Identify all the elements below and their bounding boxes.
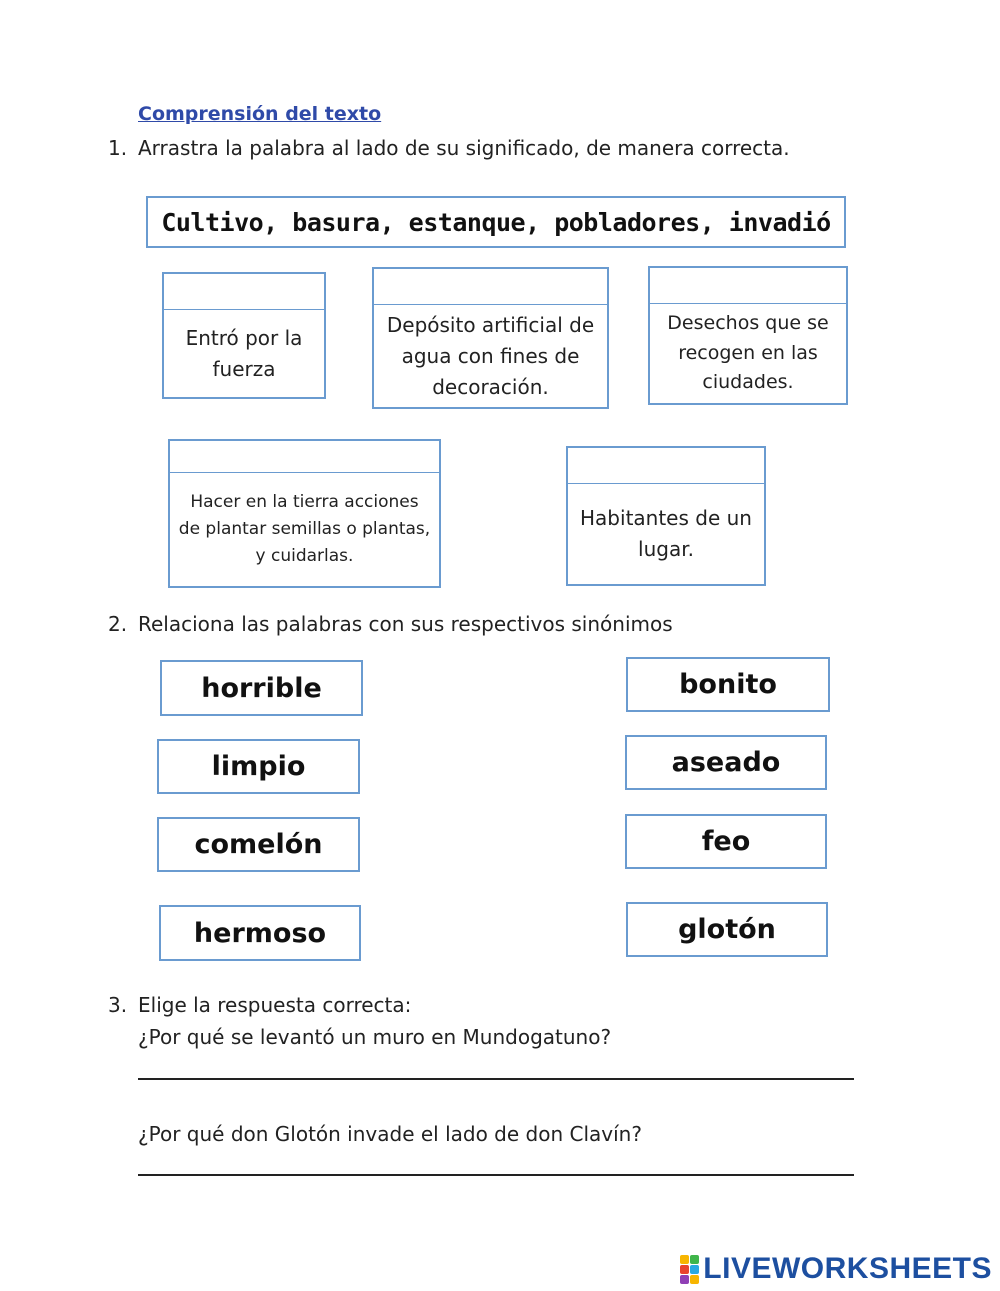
drop-slot[interactable] bbox=[170, 441, 439, 473]
drop-slot[interactable] bbox=[650, 268, 846, 304]
answer-line-1[interactable] bbox=[138, 1078, 854, 1080]
definition-text: Hacer en la tierra acciones de plantar semillas o plantas, y cuidarlas. bbox=[178, 491, 431, 567]
question-2-number: 2. bbox=[108, 612, 128, 636]
question-3-text: Elige la respuesta correcta: bbox=[138, 993, 412, 1017]
logo-mark-square bbox=[690, 1265, 699, 1274]
logo-mark-square bbox=[680, 1255, 689, 1264]
logo-mark-icon bbox=[680, 1255, 699, 1284]
definition-text: Habitantes de un lugar. bbox=[580, 506, 752, 561]
question-1-number: 1. bbox=[108, 136, 128, 160]
question-2-text: Relaciona las palabras con sus respectivos sinónimos bbox=[138, 612, 673, 636]
left-word-hermoso[interactable]: hermoso bbox=[159, 905, 361, 961]
answer-line-2[interactable] bbox=[138, 1174, 854, 1176]
drop-slot[interactable] bbox=[374, 269, 607, 305]
right-word-bonito[interactable]: bonito bbox=[626, 657, 830, 712]
drop-slot[interactable] bbox=[164, 274, 324, 310]
definition-box-5 bbox=[566, 446, 766, 586]
right-word-gloton[interactable]: glotón bbox=[626, 902, 828, 957]
question-3-sub-1: ¿Por qué se levantó un muro en Mundogatuno? bbox=[138, 1025, 612, 1049]
question-1-text: Arrastra la palabra al lado de su significado, de manera correcta. bbox=[138, 136, 790, 160]
definition-box-4 bbox=[168, 439, 441, 588]
definition-box-3 bbox=[648, 266, 848, 405]
definition-text: Depósito artificial de agua con fines de decoración. bbox=[386, 312, 595, 399]
right-word-aseado[interactable]: aseado bbox=[625, 735, 827, 790]
logo-mark-square bbox=[680, 1265, 689, 1274]
definition-text: Desechos que se recogen en las ciudades. bbox=[667, 312, 829, 394]
liveworksheets-logo bbox=[680, 1252, 992, 1286]
definition-box-1 bbox=[162, 272, 326, 399]
definition-box-2 bbox=[372, 267, 609, 409]
logo-mark-square bbox=[690, 1275, 699, 1284]
logo-mark-square bbox=[690, 1255, 699, 1264]
question-3-number: 3. bbox=[108, 993, 128, 1017]
logo-mark-square bbox=[680, 1275, 689, 1284]
left-word-horrible[interactable]: horrible bbox=[160, 660, 363, 716]
question-3-sub-2: ¿Por qué don Glotón invade el lado de don Clavín? bbox=[138, 1122, 642, 1146]
drop-slot[interactable] bbox=[568, 448, 764, 484]
logo-text: LIVEWORKSHEETS bbox=[703, 1252, 992, 1285]
section-heading: Comprensión del texto bbox=[138, 103, 382, 125]
word-bank: Cultivo, basura, estanque, pobladores, invadió bbox=[146, 196, 846, 248]
definition-text: Entró por la fuerza bbox=[185, 325, 303, 381]
left-word-limpio[interactable]: limpio bbox=[157, 739, 360, 794]
right-word-feo[interactable]: feo bbox=[625, 814, 827, 869]
left-word-comelon[interactable]: comelón bbox=[157, 817, 360, 872]
